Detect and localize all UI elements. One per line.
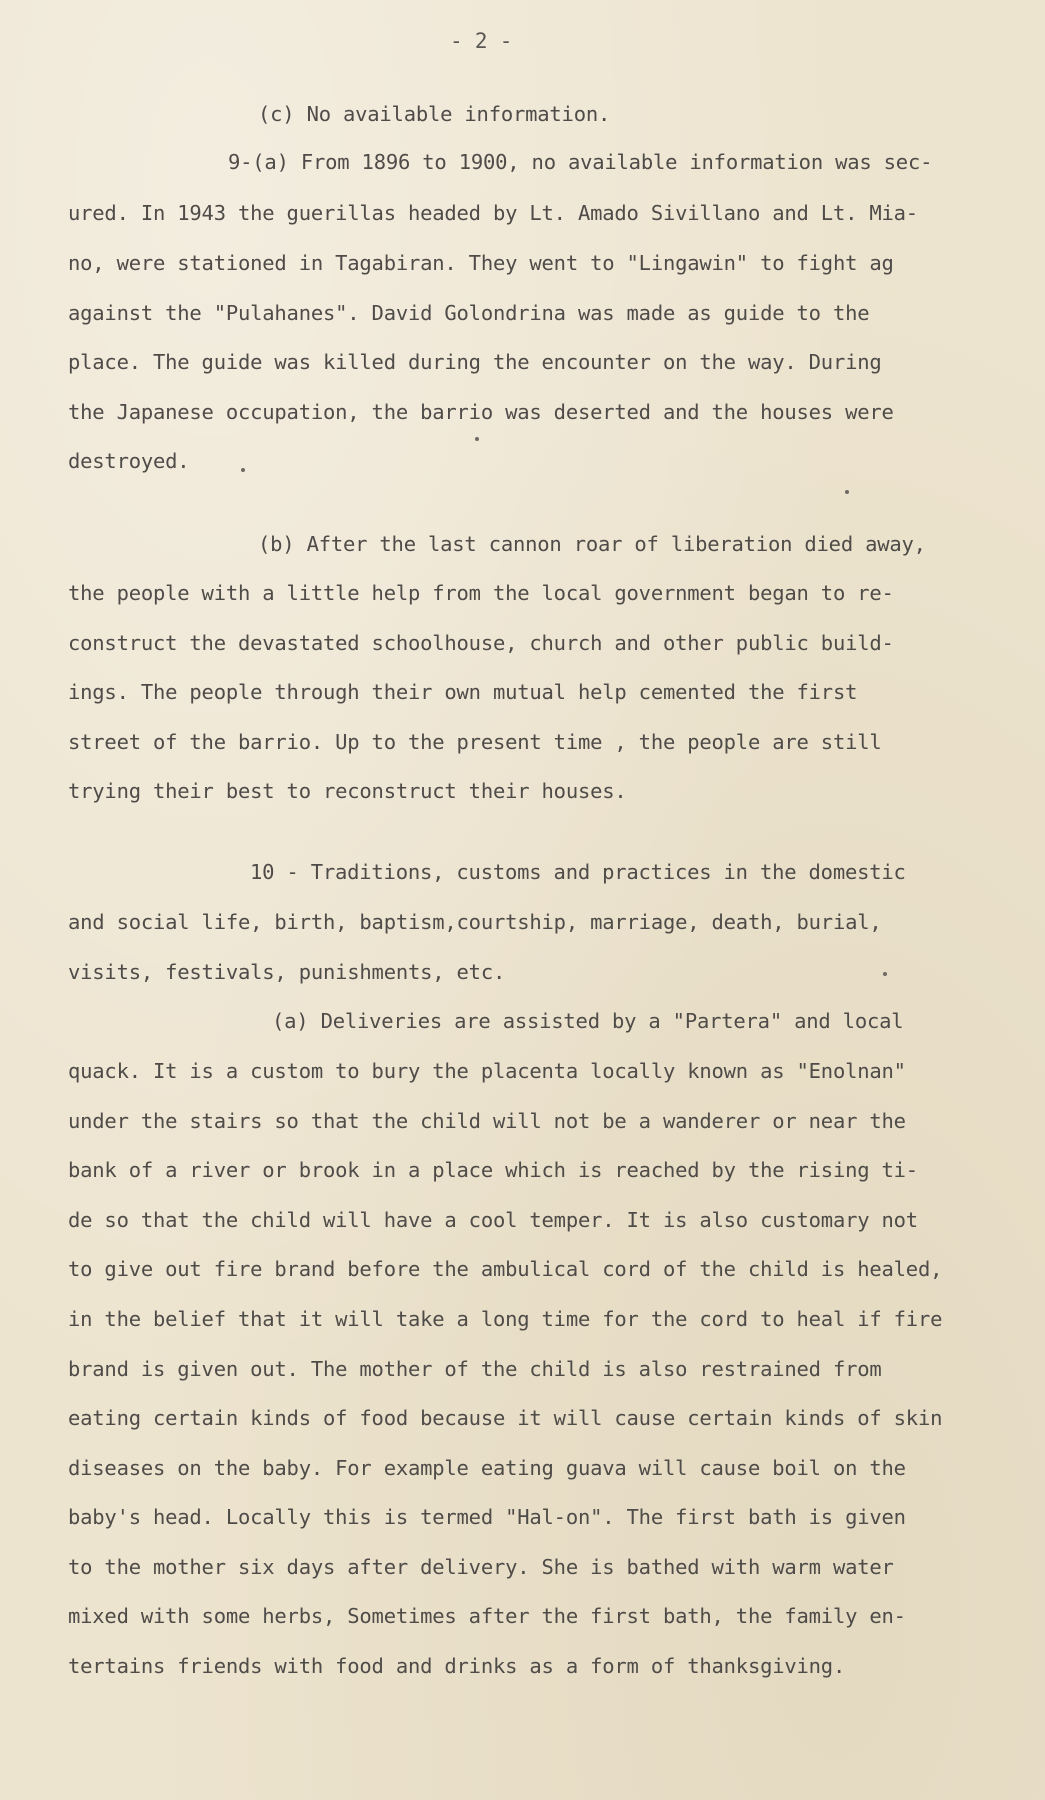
- text-line: mixed with some herbs, Sometimes after the first bath, the family en-: [68, 1604, 906, 1628]
- text-line: the people with a little help from the local government began to re-: [68, 581, 894, 605]
- text-line: (c) No available information.: [258, 102, 611, 126]
- text-line: destroyed.: [68, 449, 190, 473]
- text-line: de so that the child will have a cool temper. It is also customary not: [68, 1208, 918, 1232]
- text-line: trying their best to reconstruct their houses.: [68, 779, 627, 803]
- ink-speck: [241, 468, 245, 472]
- text-line: the Japanese occupation, the barrio was deserted and the houses were: [68, 400, 894, 424]
- text-line: tertains friends with food and drinks as a form of thanksgiving.: [68, 1654, 846, 1678]
- ink-speck: [475, 437, 479, 441]
- text-line: to the mother six days after delivery. She is bathed with warm water: [68, 1555, 894, 1579]
- text-line: no, were stationed in Tagabiran. They went to "Lingawin" to fight ag: [68, 251, 894, 275]
- text-line: under the stairs so that the child will not be a wanderer or near the: [68, 1109, 906, 1133]
- text-line: baby's head. Locally this is termed "Hal-on". The first bath is given: [68, 1505, 906, 1529]
- text-line: to give out fire brand before the ambulical cord of the child is healed,: [68, 1257, 943, 1281]
- text-line: 9-(a) From 1896 to 1900, no available information was sec-: [228, 150, 933, 174]
- text-line: ured. In 1943 the guerillas headed by Lt. Amado Sivillano and Lt. Mia-: [68, 201, 918, 225]
- ink-speck: [845, 490, 849, 494]
- text-line: eating certain kinds of food because it will cause certain kinds of skin: [68, 1406, 943, 1430]
- ink-speck: [883, 972, 887, 976]
- text-line: 10 - Traditions, customs and practices in the domestic: [250, 860, 906, 884]
- text-line: against the "Pulahanes". David Golondrina was made as guide to the: [68, 301, 870, 325]
- text-line: visits, festivals, punishments, etc.: [68, 960, 506, 984]
- text-line: in the belief that it will take a long time for the cord to heal if fire: [68, 1307, 943, 1331]
- text-line: (b) After the last cannon roar of liberation died away,: [258, 532, 926, 556]
- text-line: (a) Deliveries are assisted by a "Partera" and local: [272, 1009, 904, 1033]
- text-line: place. The guide was killed during the encounter on the way. During: [68, 350, 882, 374]
- text-line: diseases on the baby. For example eating guava will cause boil on the: [68, 1456, 906, 1480]
- text-line: street of the barrio. Up to the present time , the people are still: [68, 730, 882, 754]
- text-line: and social life, birth, baptism,courtship, marriage, death, burial,: [68, 910, 882, 934]
- text-line: ings. The people through their own mutual help cemented the first: [68, 680, 858, 704]
- text-line: brand is given out. The mother of the child is also restrained from: [68, 1357, 882, 1381]
- text-line: bank of a river or brook in a place which is reached by the rising ti-: [68, 1158, 918, 1182]
- text-line: quack. It is a custom to bury the placenta locally known as "Enolnan": [68, 1059, 906, 1083]
- text-line: construct the devastated schoolhouse, church and other public build-: [68, 631, 894, 655]
- page-number: - 2 -: [450, 29, 513, 53]
